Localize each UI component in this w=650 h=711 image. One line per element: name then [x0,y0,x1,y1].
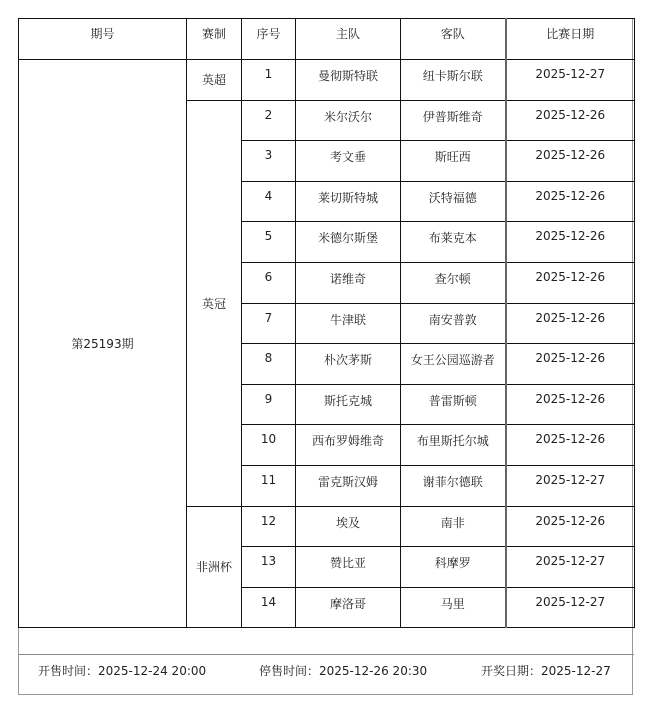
index-cell: 3 [242,141,296,182]
home-team-cell: 诺维奇 [296,262,401,303]
match-date-cell: 2025-12-26 [506,425,635,466]
match-date-cell: 2025-12-27 [506,547,635,588]
header-home: 主队 [296,19,401,60]
away-team-cell: 南非 [401,506,506,547]
away-team-cell: 布莱克本 [401,222,506,263]
table-row [19,60,635,101]
header-index: 序号 [242,19,296,60]
index-cell: 11 [242,465,296,506]
index-cell: 10 [242,425,296,466]
header-date: 比赛日期 [506,19,635,60]
match-date-cell: 2025-12-27 [506,465,635,506]
home-team-cell: 牛津联 [296,303,401,344]
header-away: 客队 [401,19,506,60]
home-team-cell: 斯托克城 [296,384,401,425]
index-cell: 4 [242,181,296,222]
away-team-cell: 普雷斯顿 [401,384,506,425]
match-date-cell: 2025-12-26 [506,181,635,222]
away-team-cell: 布里斯托尔城 [401,425,506,466]
match-date-cell: 2025-12-26 [506,262,635,303]
draw-date: 开奖日期：2025-12-27 [481,664,611,678]
home-team-cell: 摩洛哥 [296,587,401,628]
index-cell: 13 [242,547,296,588]
index-cell: 9 [242,384,296,425]
away-team-cell: 查尔顿 [401,262,506,303]
home-team-cell: 考文垂 [296,141,401,182]
away-team-cell: 斯旺西 [401,141,506,182]
home-team-cell: 雷克斯汉姆 [296,465,401,506]
match-date-cell: 2025-12-26 [506,100,635,141]
index-cell: 14 [242,587,296,628]
home-team-cell: 米德尔斯堡 [296,222,401,263]
match-date-cell: 2025-12-26 [506,222,635,263]
away-team-cell: 纽卡斯尔联 [401,60,506,101]
away-team-cell: 伊普斯维奇 [401,100,506,141]
blank-row [18,627,634,655]
sale-stop: 停售时间：2025-12-26 20:30 [259,664,428,678]
index-cell: 12 [242,506,296,547]
home-team-cell: 莱切斯特城 [296,181,401,222]
match-date-cell: 2025-12-26 [506,506,635,547]
header-period: 期号 [19,19,187,60]
match-date-cell: 2025-12-27 [506,60,635,101]
index-cell: 1 [242,60,296,101]
header-row [19,19,635,60]
away-team-cell: 谢菲尔德联 [401,465,506,506]
match-date-cell: 2025-12-27 [506,587,635,628]
period-cell: 第25193期 [19,60,187,628]
home-team-cell: 埃及 [296,506,401,547]
footer [18,655,634,696]
away-team-cell: 科摩罗 [401,547,506,588]
home-team-cell: 曼彻斯特联 [296,60,401,101]
header-competition: 赛制 [187,19,242,60]
home-team-cell: 西布罗姆维奇 [296,425,401,466]
sale-start: 开售时间：2025-12-24 20:00 [38,664,207,678]
competition-cell: 英冠 [187,100,242,506]
away-team-cell: 马里 [401,587,506,628]
index-cell: 2 [242,100,296,141]
match-date-cell: 2025-12-26 [506,303,635,344]
index-cell: 5 [242,222,296,263]
home-team-cell: 朴次茅斯 [296,344,401,385]
competition-cell: 非洲杯 [187,506,242,628]
match-date-cell: 2025-12-26 [506,384,635,425]
away-team-cell: 南安普敦 [401,303,506,344]
index-cell: 8 [242,344,296,385]
away-team-cell: 女王公园巡游者 [401,344,506,385]
home-team-cell: 米尔沃尔 [296,100,401,141]
match-table [18,18,635,628]
competition-cell: 英超 [187,60,242,101]
away-team-cell: 沃特福德 [401,181,506,222]
match-date-cell: 2025-12-26 [506,141,635,182]
index-cell: 6 [242,262,296,303]
home-team-cell: 赞比亚 [296,547,401,588]
match-date-cell: 2025-12-26 [506,344,635,385]
index-cell: 7 [242,303,296,344]
